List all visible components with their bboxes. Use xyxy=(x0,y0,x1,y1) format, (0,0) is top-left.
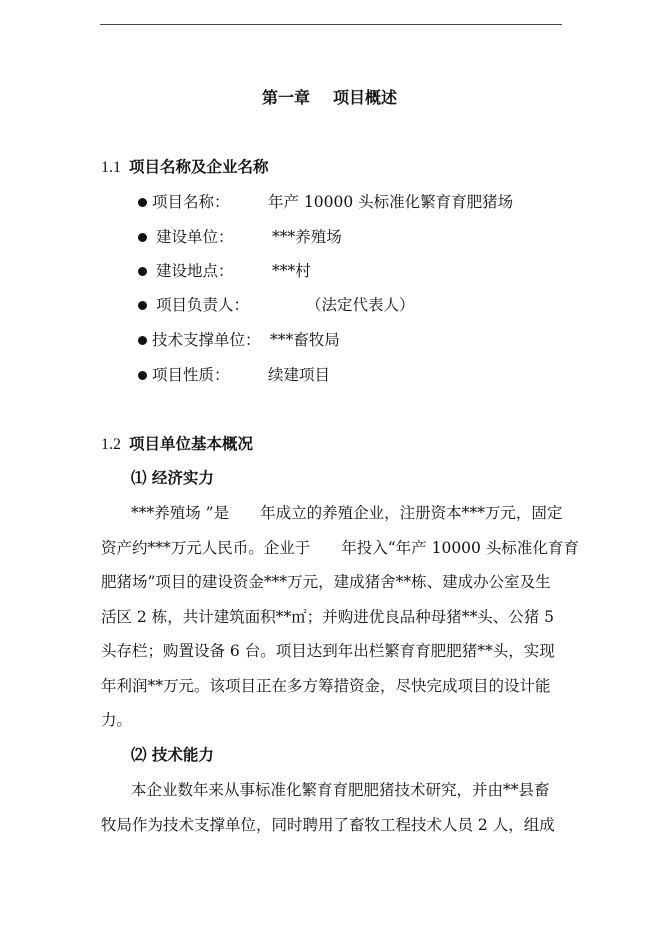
paragraph-line: 肥猪场”项目的建设资金***万元，建成猪舍**栋、建成办公室及生 xyxy=(101,573,551,591)
list-item xyxy=(0,330,662,350)
subsection-title-economic: ⑴ 经济实力 xyxy=(131,468,214,487)
chapter-title: 项目概述 xyxy=(333,88,398,107)
item-label: 建设单位： xyxy=(156,228,234,246)
list-item xyxy=(0,295,662,315)
item-value: ***村 xyxy=(272,262,311,280)
section-title: 项目单位基本概况 xyxy=(129,434,254,453)
header-rule xyxy=(100,24,562,25)
chapter-number: 第一章 xyxy=(262,88,311,107)
list-item xyxy=(0,227,662,247)
bullet-icon xyxy=(138,301,147,310)
bullet-icon xyxy=(138,233,147,242)
item-label: 项目名称： xyxy=(152,193,230,211)
list-item xyxy=(0,192,662,212)
list-item xyxy=(0,365,662,385)
paragraph-line: 资产约***万元人民币。企业于 年投入“年产 10000 头标准化育育 xyxy=(101,539,579,557)
item-value: ***畜牧局 xyxy=(270,331,340,349)
bullet-icon xyxy=(138,371,147,380)
item-value: 续建项目 xyxy=(268,366,331,384)
list-item xyxy=(0,261,662,281)
subsection-title-technical: ⑵ 技术能力 xyxy=(131,745,214,764)
section-number: 1.1 xyxy=(101,159,121,176)
bullet-icon xyxy=(138,267,147,276)
section-heading-1-2 xyxy=(101,434,253,454)
paragraph-line: ***养殖场 ”是 年成立的养殖企业，注册资本***万元，固定 xyxy=(131,504,563,522)
section-title: 项目名称及企业名称 xyxy=(129,157,269,176)
bullet-icon xyxy=(138,336,147,345)
item-value: 年产 10000 头标准化繁育育肥猪场 xyxy=(268,193,514,211)
paragraph-line: 头存栏；购置设备 6 台。项目达到年出栏繁育育肥肥猪**头，实现 xyxy=(101,642,555,660)
item-label: 建设地点： xyxy=(156,262,234,280)
paragraph-line: 牧局作为技术支撑单位，同时聘用了畜牧工程技术人员 2 人，组成 xyxy=(101,816,555,834)
item-label: 项目性质： xyxy=(152,366,230,384)
section-number: 1.2 xyxy=(101,436,121,453)
item-value: ***养殖场 xyxy=(272,228,342,246)
paragraph-line: 本企业数年来从事标准化繁育育肥肥猪技术研究，并由**县畜 xyxy=(131,781,550,799)
item-label: 项目负责人： xyxy=(156,296,250,314)
item-label: 技术支撑单位： xyxy=(152,331,261,349)
item-value: （法定代表人） xyxy=(306,296,415,314)
paragraph-line: 活区 2 栋，共计建筑面积**㎡；并购进优良品种母猪**头、公猪 5 xyxy=(101,608,555,626)
bullet-icon xyxy=(138,198,147,207)
paragraph-line: 力。 xyxy=(101,711,133,729)
paragraph-line: 年利润**万元。该项目正在多方筹措资金，尽快完成项目的设计能 xyxy=(101,677,551,695)
section-heading-1-1 xyxy=(101,157,269,177)
